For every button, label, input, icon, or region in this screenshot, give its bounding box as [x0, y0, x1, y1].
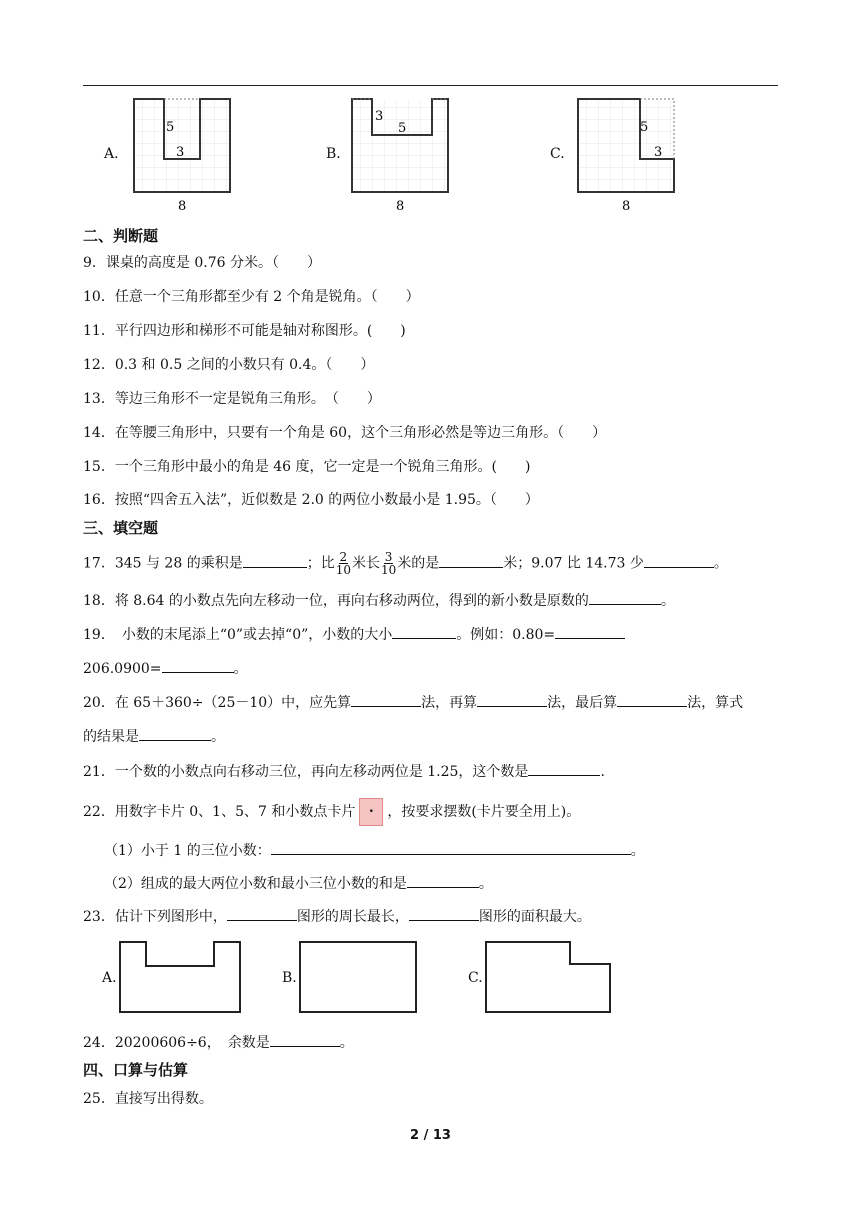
question-16: 16．按照“四舍五入法”，近似数是 2.0 的两位小数最小是 1.95。（ ） [83, 492, 539, 508]
answer-blank[interactable] [351, 693, 421, 707]
answer-blank[interactable] [271, 841, 631, 855]
answer-blank[interactable] [227, 907, 297, 921]
answer-blank[interactable] [617, 693, 687, 707]
question-21: 21．一个数的小数点向右移动三位，再向左移动两位是 1.25，这个数是 . [83, 764, 605, 780]
question-13: 13．等边三角形不一定是锐角三角形。 （ ） [83, 391, 381, 407]
question-19: 19． 小数的末尾添上“0”或去掉“0”，小数的大小 。例如：0.80= [83, 624, 625, 644]
figure-b [348, 95, 458, 215]
answer-blank[interactable] [243, 554, 307, 568]
fraction-2: $\frac{3}{10}$ [380, 550, 397, 577]
question-20: 20．在 65＋360÷（25－10）中，应先算 法，再算 法，最后算 法，算式 [83, 695, 744, 711]
svg-text:3: 3 [375, 109, 384, 124]
answer-blank[interactable] [644, 554, 714, 568]
figure-c [574, 95, 684, 215]
answer-blank[interactable] [589, 591, 661, 605]
svg-text:8: 8 [396, 199, 405, 214]
answer-blank[interactable] [409, 907, 479, 921]
question-14: 14．在等腰三角形中，只要有一个角是 60，这个三角形必然是等边三角形。（ ） [83, 425, 607, 441]
answer-blank[interactable] [477, 693, 547, 707]
question-18: 18．将 8.64 的小数点先向左移动一位，再向右移动两位，得到的新小数是原数的 。 [83, 593, 675, 609]
question-9: 9．课桌的高度是 0.76 分米。（ ） [83, 255, 321, 271]
section-3-title: 三、填空题 [83, 519, 159, 537]
shape-a [116, 938, 246, 1018]
answer-blank[interactable] [555, 625, 625, 639]
question-12: 12．0.3 和 0.5 之间的小数只有 0.4。（ ） [83, 357, 375, 373]
header-rule [83, 85, 778, 86]
option-c-label: C. [550, 146, 565, 162]
question-10: 10．任意一个三角形都至少有 2 个角是锐角。（ ） [83, 289, 420, 305]
answer-blank[interactable] [528, 762, 600, 776]
section-2-title: 二、判断题 [83, 227, 159, 245]
answer-blank[interactable] [439, 554, 503, 568]
question-22-part1: （1）小于 1 的三位小数： 。 [104, 843, 645, 859]
shape-c [482, 938, 616, 1018]
question-22-part2: （2）组成的最大两位小数和最小三位小数的和是 。 [104, 876, 493, 892]
figure-a [130, 95, 240, 215]
svg-text:8: 8 [178, 199, 187, 214]
answer-blank[interactable] [162, 659, 234, 673]
shape-c-label: C. [468, 970, 483, 986]
option-b-label: B. [326, 146, 341, 162]
question-15: 15．一个三角形中最小的角是 46 度，它一定是一个锐角三角形。( ) [83, 459, 531, 475]
option-a-label: A. [104, 146, 119, 162]
question-17: 17．345 与 28 的乘积是 ；比 $\frac{2}{10}$ 米长 $\frac{3}{10}$ 米的是 米；9.07 比 14.73 少 。 [83, 550, 728, 577]
answer-blank[interactable] [139, 727, 211, 741]
decimal-point-card: . [359, 798, 383, 826]
question-23: 23．估计下列图形中， 图形的周长最长， 图形的面积最大。 [83, 909, 591, 925]
shape-b [296, 938, 420, 1018]
shape-a-label: A. [102, 970, 117, 986]
question-11: 11．平行四边形和梯形不可能是轴对称图形。( ) [83, 323, 406, 339]
svg-text:3: 3 [176, 145, 185, 160]
answer-blank[interactable] [407, 874, 479, 888]
question-25: 25．直接写出得数。 [83, 1091, 213, 1107]
question-19-line2: 206.0900= 。 [83, 661, 248, 677]
svg-text:8: 8 [622, 199, 631, 214]
answer-blank[interactable] [392, 625, 456, 639]
question-20-line2: 的结果是 。 [83, 729, 225, 745]
svg-text:5: 5 [398, 121, 407, 136]
svg-text:5: 5 [640, 120, 649, 135]
question-22: 22．用数字卡片 0、1、5、7 和小数点卡片 . ，按要求摆数(卡片要全用上)。 [83, 798, 580, 826]
shape-b-label: B. [282, 970, 297, 986]
question-24: 24．20200606÷6， 余数是 。 [83, 1035, 354, 1051]
section-4-title: 四、口算与估算 [83, 1061, 189, 1079]
svg-text:5: 5 [166, 120, 175, 135]
page-number: 2 / 13 [410, 1128, 451, 1143]
fraction-1: $\frac{2}{10}$ [335, 550, 351, 577]
svg-text:3: 3 [654, 145, 663, 160]
answer-blank[interactable] [270, 1033, 340, 1047]
